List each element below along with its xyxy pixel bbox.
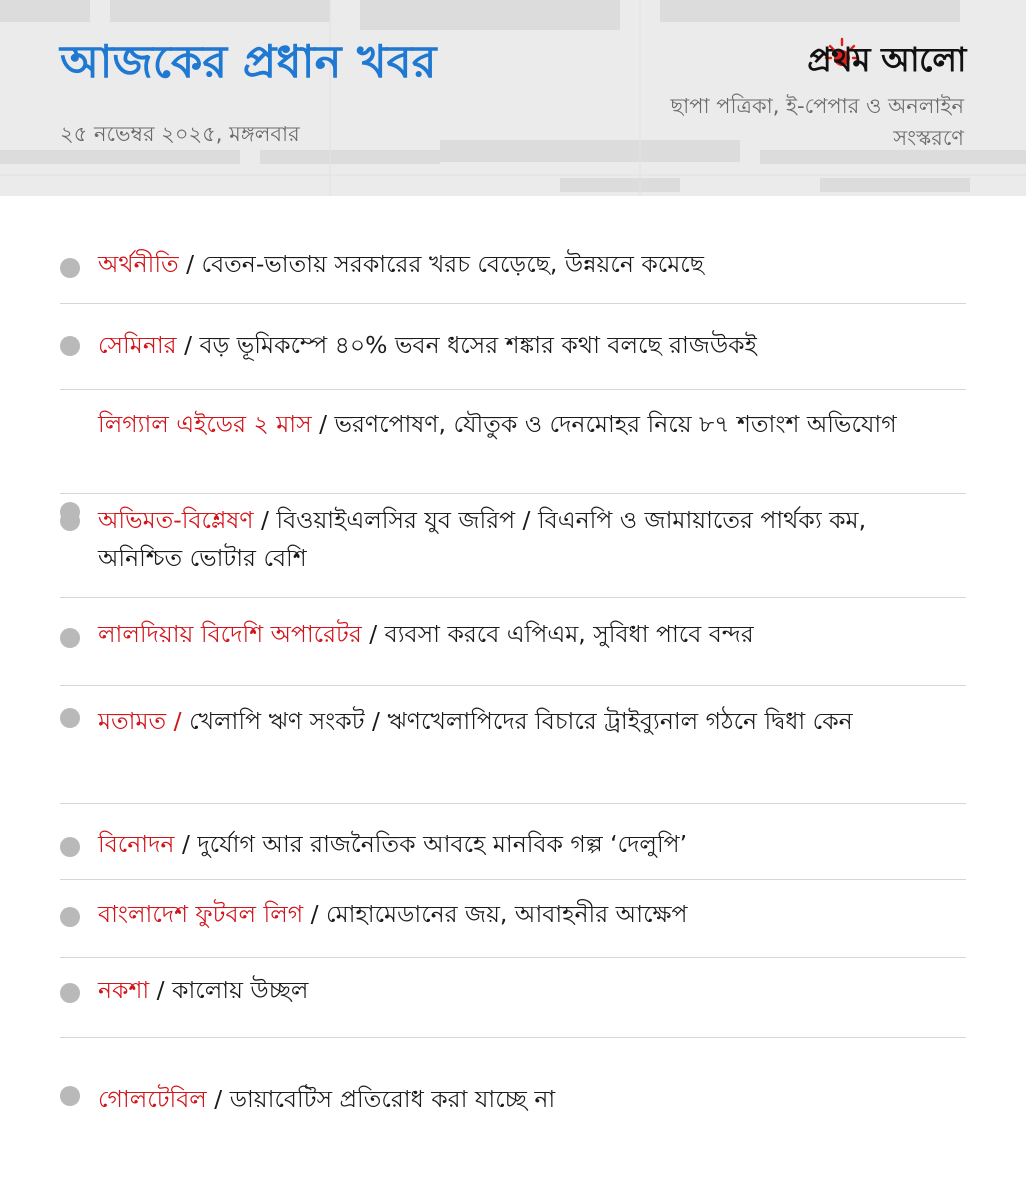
issue-date: ২৫ নভেম্বর ২০২৫, মঙ্গলবার: [60, 122, 300, 146]
news-category: অভিমত-বিশ্লেষণ: [98, 506, 254, 534]
bullet-icon: [60, 258, 80, 278]
news-headline: কালোয় উচ্ছল: [172, 976, 309, 1004]
news-category: সেমিনার: [98, 331, 177, 359]
logo-wordmark: প্রথম আলো: [807, 40, 966, 79]
news-separator: /: [174, 830, 198, 858]
news-text: [98, 615, 930, 653]
news-text: [98, 245, 930, 283]
bullet-icon: [60, 511, 80, 531]
news-text: [98, 501, 930, 577]
news-separator: /: [253, 506, 277, 534]
news-item: [0, 216, 1026, 304]
bullet-icon: [60, 708, 80, 728]
news-item: [0, 390, 1026, 494]
news-item: [0, 304, 1026, 390]
news-text: [98, 895, 930, 933]
bullet-icon: [60, 628, 80, 648]
news-separator: /: [311, 410, 335, 438]
news-category: নকশা: [98, 976, 150, 1004]
news-headline: বিওয়াইএলসির যুব জরিপ / বিএনপি ও জামায়াতের পার্থক্য কম, অনিশ্চিত ভোটার বেশি: [98, 506, 867, 572]
news-headline: ব্যবসা করবে এপিএম, সুবিধা পাবে বন্দর: [384, 620, 754, 648]
news-separator: /: [206, 1085, 230, 1113]
news-separator: /: [149, 976, 173, 1004]
news-category: বাংলাদেশ ফুটবল লিগ: [98, 900, 304, 928]
news-text: [98, 698, 930, 744]
news-list: [0, 216, 1026, 1138]
bullet-icon: [60, 1086, 80, 1106]
news-item: [0, 686, 1026, 804]
header-banner: [0, 0, 1026, 196]
edition-tagline: ছাপা পত্রিকা, ই-পেপার ও অনলাইন সংস্করণে: [670, 94, 964, 150]
news-separator: [182, 707, 189, 735]
news-text: [98, 971, 930, 1009]
news-item: [0, 880, 1026, 958]
news-separator: /: [176, 331, 200, 359]
news-text: [98, 1080, 930, 1118]
news-headline: ডায়াবেটিস প্রতিরোধ করা যাচ্ছে না: [229, 1085, 556, 1113]
news-headline: বেতন-ভাতায় সরকারের খরচ বেড়েছে, উন্নয়নে কমেছে: [201, 250, 704, 278]
news-category: লিগ্যাল এইডের ২ মাস: [98, 410, 312, 438]
bullet-icon: [60, 907, 80, 927]
news-headline: মোহামেডানের জয়, আবাহনীর আক্ষেপ: [326, 900, 688, 928]
prothom-alo-logo: [726, 36, 966, 84]
bullet-icon: [60, 336, 80, 356]
news-headline: বড় ভূমিকম্পে ৪০% ভবন ধসের শঙ্কার কথা বলছে রাজউকই: [199, 331, 757, 359]
news-item: [0, 598, 1026, 686]
news-text: [98, 825, 930, 863]
news-text: [98, 405, 930, 443]
news-item: [0, 494, 1026, 598]
bullet-icon: [60, 983, 80, 1003]
news-headline: দুর্যোগ আর রাজনৈতিক আবহে মানবিক গল্প ‘দেলুপি’: [197, 830, 688, 858]
news-item: [0, 1038, 1026, 1138]
news-category: অর্থনীতি: [98, 250, 179, 278]
news-text: [98, 326, 930, 364]
news-headline: খেলাপি ঋণ সংকট / ঋণখেলাপিদের বিচারে ট্রাইব্যুনাল গঠনে দ্বিধা কেন: [189, 707, 853, 735]
news-category: লালদিয়ায় বিদেশি অপারেটর: [98, 620, 362, 648]
bullet-icon: [60, 837, 80, 857]
news-separator: /: [361, 620, 385, 648]
news-separator: /: [178, 250, 202, 278]
news-item: [0, 958, 1026, 1038]
news-category: মতামত /: [98, 707, 182, 735]
page-title: আজকের প্রধান খবর: [60, 35, 437, 88]
news-category: বিনোদন: [98, 830, 175, 858]
news-item: [0, 804, 1026, 880]
news-separator: /: [303, 900, 327, 928]
news-headline: ভরণপোষণ, যৌতুক ও দেনমোহর নিয়ে ৮৭ শতাংশ অভিযোগ: [334, 410, 897, 438]
news-category: গোলটেবিল: [98, 1085, 207, 1113]
